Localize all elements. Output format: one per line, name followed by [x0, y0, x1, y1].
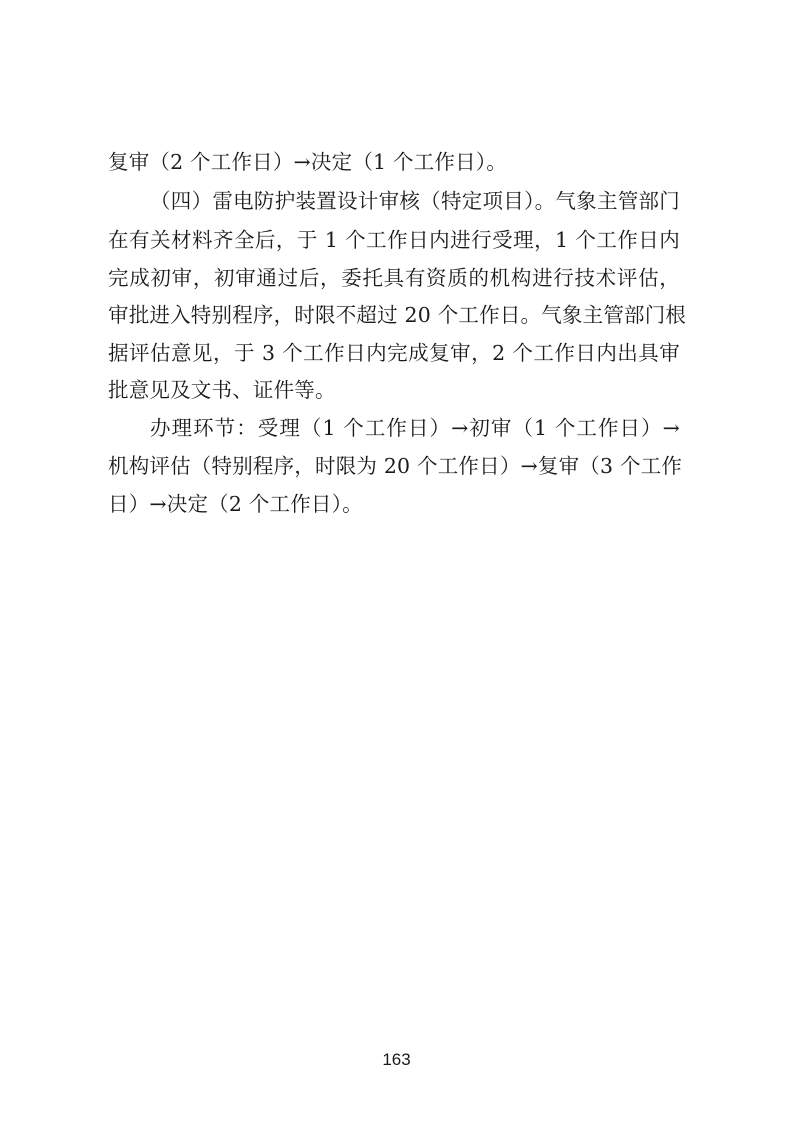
paragraph-line-3: 在有关材料齐全后，于 1 个工作日内进行受理，1 个工作日内 [108, 228, 680, 252]
paragraph-line-4: 完成初审，初审通过后，委托具有资质的机构进行技术评估， [108, 266, 680, 290]
section-heading-line: （四）雷电防护装置设计审核（特定项目）。气象主管部门 [150, 189, 680, 213]
procedure-line-3: 日）→决定（2 个工作日）。 [108, 492, 363, 516]
page-number: 163 [382, 1050, 411, 1069]
procedure-line-1: 办理环节：受理（1 个工作日）→初审（1 个工作日）→ [150, 416, 680, 440]
paragraph-line-5: 审批进入特别程序，时限不超过 20 个工作日。气象主管部门根 [108, 303, 687, 327]
procedure-line-2: 机构评估（特别程序，时限为 20 个工作日）→复审（3 个工作 [108, 454, 683, 478]
paragraph-line-7: 批意见及文书、证件等。 [108, 378, 336, 402]
paragraph-line-1: 复审（2 个工作日）→决定（1 个工作日）。 [108, 150, 507, 174]
paragraph-line-6: 据评估意见，于 3 个工作日内完成复审，2 个工作日内出具审 [108, 341, 680, 365]
